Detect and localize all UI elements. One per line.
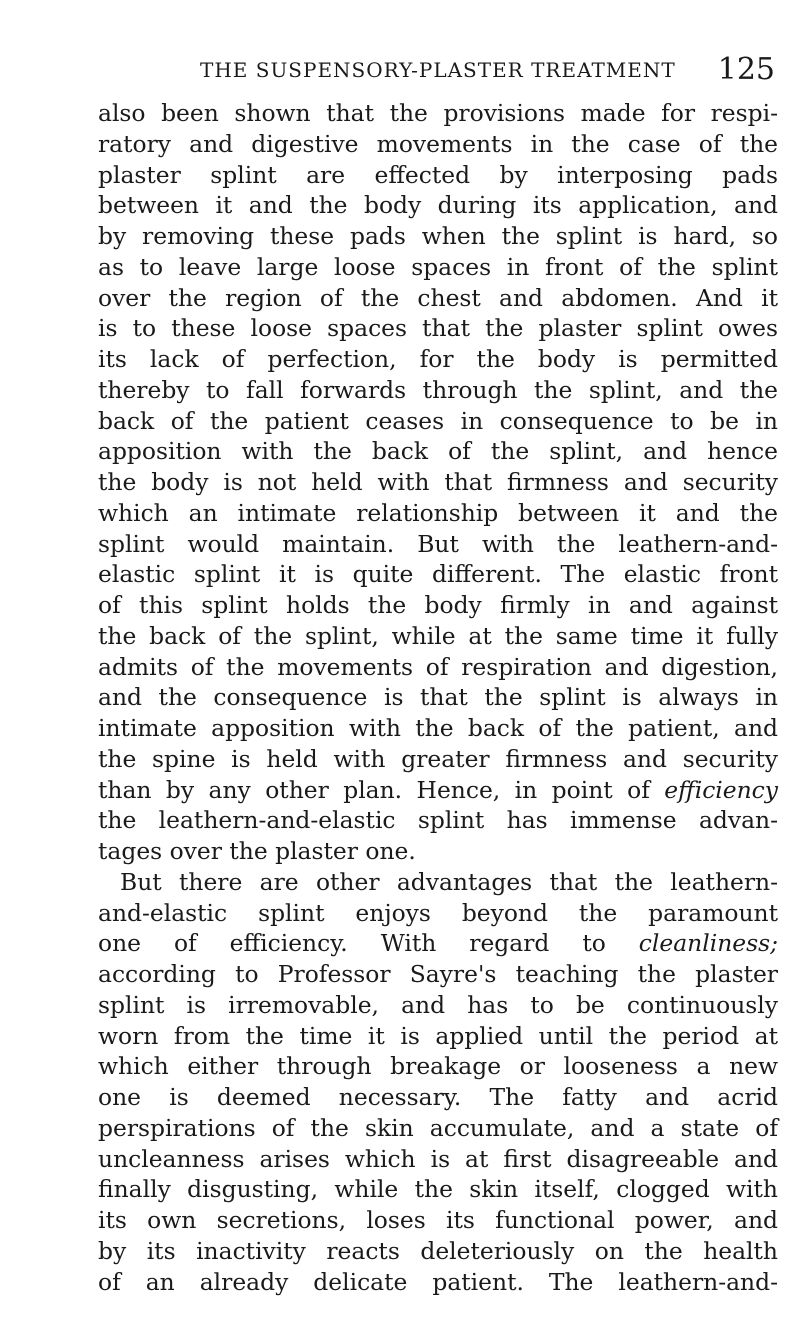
text-line: as to leave large loose spaces in front of the splint (98, 252, 778, 281)
text-line: by removing these pads when the splint is hard, so (98, 222, 778, 250)
text-line: plaster splint are effected by interposing pads (98, 160, 778, 189)
text-line: intimate apposition with the back of the patient, and (98, 714, 778, 742)
text-line: splint is irremovable, and has to be continuously (98, 990, 778, 1019)
text-line: its own secretions, loses its functional power, and (98, 1206, 778, 1234)
text-line: which either through breakage or looseness a new (98, 1052, 778, 1081)
emphasis-efficiency: efficiency (664, 775, 778, 804)
text-line: uncleanness arises which is at first disagreeable and (98, 1144, 778, 1173)
text-line: which an intimate relationship between it and the (98, 498, 778, 527)
text-line: the leathern-and-elastic splint has immense advan- (98, 806, 778, 835)
text-line: admits of the movements of respiration and digestion, (98, 652, 778, 681)
text-line-paragraph-end: tages over the plaster one. (98, 837, 416, 865)
text-line: finally disgusting, while the skin itself, clogged with (98, 1175, 778, 1204)
text-line: apposition with the back of the splint, and hence (98, 437, 778, 466)
text-line: elastic splint it is quite different. The elastic front (98, 560, 778, 589)
text-line: the back of the splint, while at the same time it fully (98, 621, 778, 650)
body-text (98, 98, 778, 1297)
text-line: between it and the body during its application, and (98, 191, 778, 220)
text-line: the spine is held with greater firmness and security (98, 744, 778, 773)
text-line: also been shown that the provisions made for respi- (98, 99, 778, 127)
text-line: of an already delicate patient. The leathern-and- (98, 1267, 778, 1296)
page-number: 125 (717, 52, 775, 87)
text-line: back of the patient ceases in consequence to be in (98, 406, 778, 435)
text-line: worn from the time it is applied until the period at (98, 1021, 778, 1050)
text-line: ratory and digestive movements in the case of the (98, 129, 778, 158)
text-line: perspirations of the skin accumulate, and a state of (98, 1113, 778, 1142)
text-line: over the region of the chest and abdomen. And it (98, 283, 778, 312)
text-segment: than by any other plan. Hence, in point of (98, 775, 665, 804)
text-line: its lack of perfection, for the body is permitted (98, 345, 778, 373)
text-line: by its inactivity reacts deleteriously on the health (98, 1236, 778, 1265)
emphasis-cleanliness: cleanliness; (638, 929, 778, 958)
text-line: one is deemed necessary. The fatty and acrid (98, 1083, 778, 1111)
text-line-paragraph-start: But there are other advantages that the leathern- (120, 867, 778, 896)
text-line: thereby to fall forwards through the splint, and the (98, 375, 778, 404)
text-line: and the consequence is that the splint is always in (98, 683, 778, 712)
text-line: of this splint holds the body firmly in and against (98, 591, 778, 619)
text-line-with-emphasis (98, 928, 778, 959)
text-segment: one of efficiency. With regard to (98, 929, 639, 958)
text-line: splint would maintain. But with the leathern-and- (98, 529, 778, 558)
text-line: is to these loose spaces that the plaster splint owes (98, 314, 778, 343)
text-line: and-elastic splint enjoys beyond the paramount (98, 898, 778, 927)
text-line: the body is not held with that firmness and security (98, 468, 778, 496)
text-line: according to Professor Sayre's teaching the plaster (98, 960, 778, 988)
running-title: THE SUSPENSORY-PLASTER TREATMENT (200, 58, 676, 82)
text-line-with-emphasis (98, 775, 778, 806)
